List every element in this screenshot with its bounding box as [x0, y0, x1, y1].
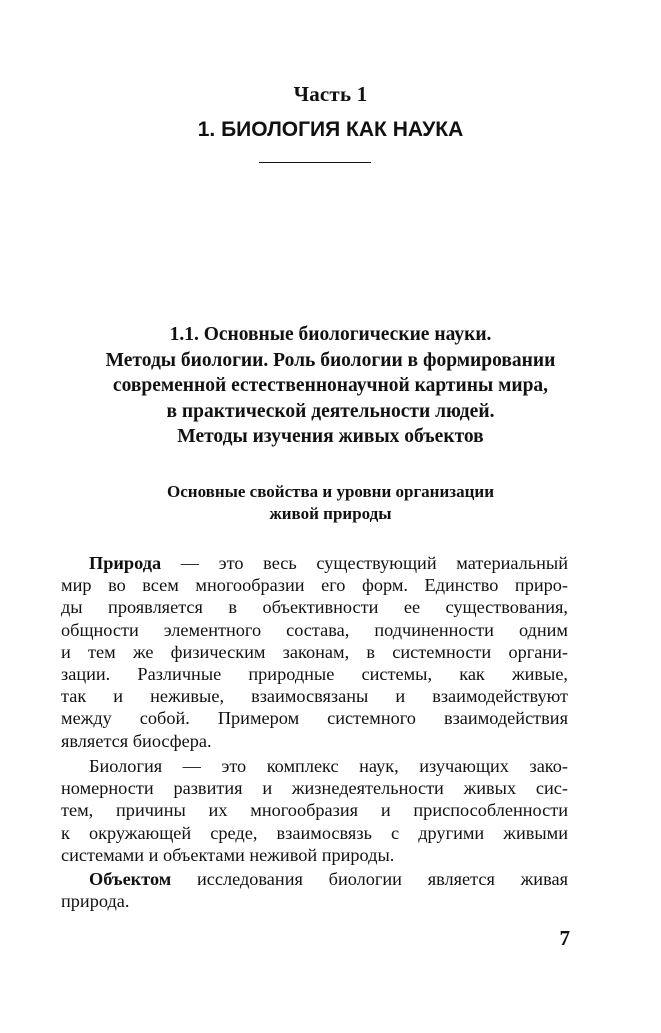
section-heading-line: Методы изучения живых объектов	[177, 426, 484, 447]
section-heading-line: в практической деятельности людей.	[166, 400, 495, 422]
paragraph-line: так и неживые, взаимосвязаны и взаимодействуют	[61, 686, 568, 707]
section-heading-line: современной естественнонаучной картины мира,	[112, 375, 549, 396]
paragraph-line: зации. Различные природные системы, как живые,	[61, 664, 568, 685]
paragraph-line: является биосфера.	[61, 730, 212, 751]
paragraph-line: ды проявляется в объективности ее существования,	[61, 597, 568, 618]
part-label: Часть 1	[293, 82, 368, 106]
chapter-title: 1. БИОЛОГИЯ КАК НАУКА	[197, 118, 464, 141]
paragraph-object	[61, 868, 568, 912]
paragraph-line: общности элементного состава, подчиненности одним	[61, 619, 568, 640]
title-divider	[259, 162, 371, 163]
subsection-heading-line: живой природы	[269, 504, 392, 523]
paragraph-line: номерности развития и жизнедеятельности живых сис-	[61, 778, 568, 799]
section-heading-line: 1.1. Основные биологические науки.	[169, 324, 492, 345]
paragraph-line: мир во всем многообразии его форм. Единство приро-	[61, 575, 568, 596]
section-heading-line: Методы биологии. Роль биологии в формировании	[105, 349, 556, 371]
page-number: 7	[559, 926, 570, 950]
term-bold: Природа	[89, 553, 162, 573]
subsection-heading-line: Основные свойства и уровни организации	[167, 482, 494, 501]
paragraph-line: тем, причины их многообразия и приспособленности	[61, 800, 568, 821]
section-heading	[60, 322, 601, 450]
paragraph-line: и тем же физическим законам, в системности органи-	[61, 641, 568, 662]
term-bold: Объектом	[89, 869, 172, 889]
paragraph-line: системами и объектами неживой природы.	[61, 844, 395, 865]
paragraph-line: к окружающей среде, взаимосвязь с другими живыми	[61, 822, 568, 843]
paragraph-line: Объектом исследования биологии является живая	[89, 869, 568, 889]
paragraph-biology	[61, 755, 568, 866]
paragraph-line: между собой. Примером системного взаимодействия	[61, 708, 568, 729]
paragraph-line: Биология — это комплекс наук, изучающих зако-	[89, 756, 568, 776]
subsection-heading	[60, 481, 601, 525]
paragraph-nature	[61, 552, 568, 752]
paragraph-line: Природа — это весь существующий материальный	[89, 553, 568, 573]
paragraph-line: природа.	[61, 891, 130, 912]
